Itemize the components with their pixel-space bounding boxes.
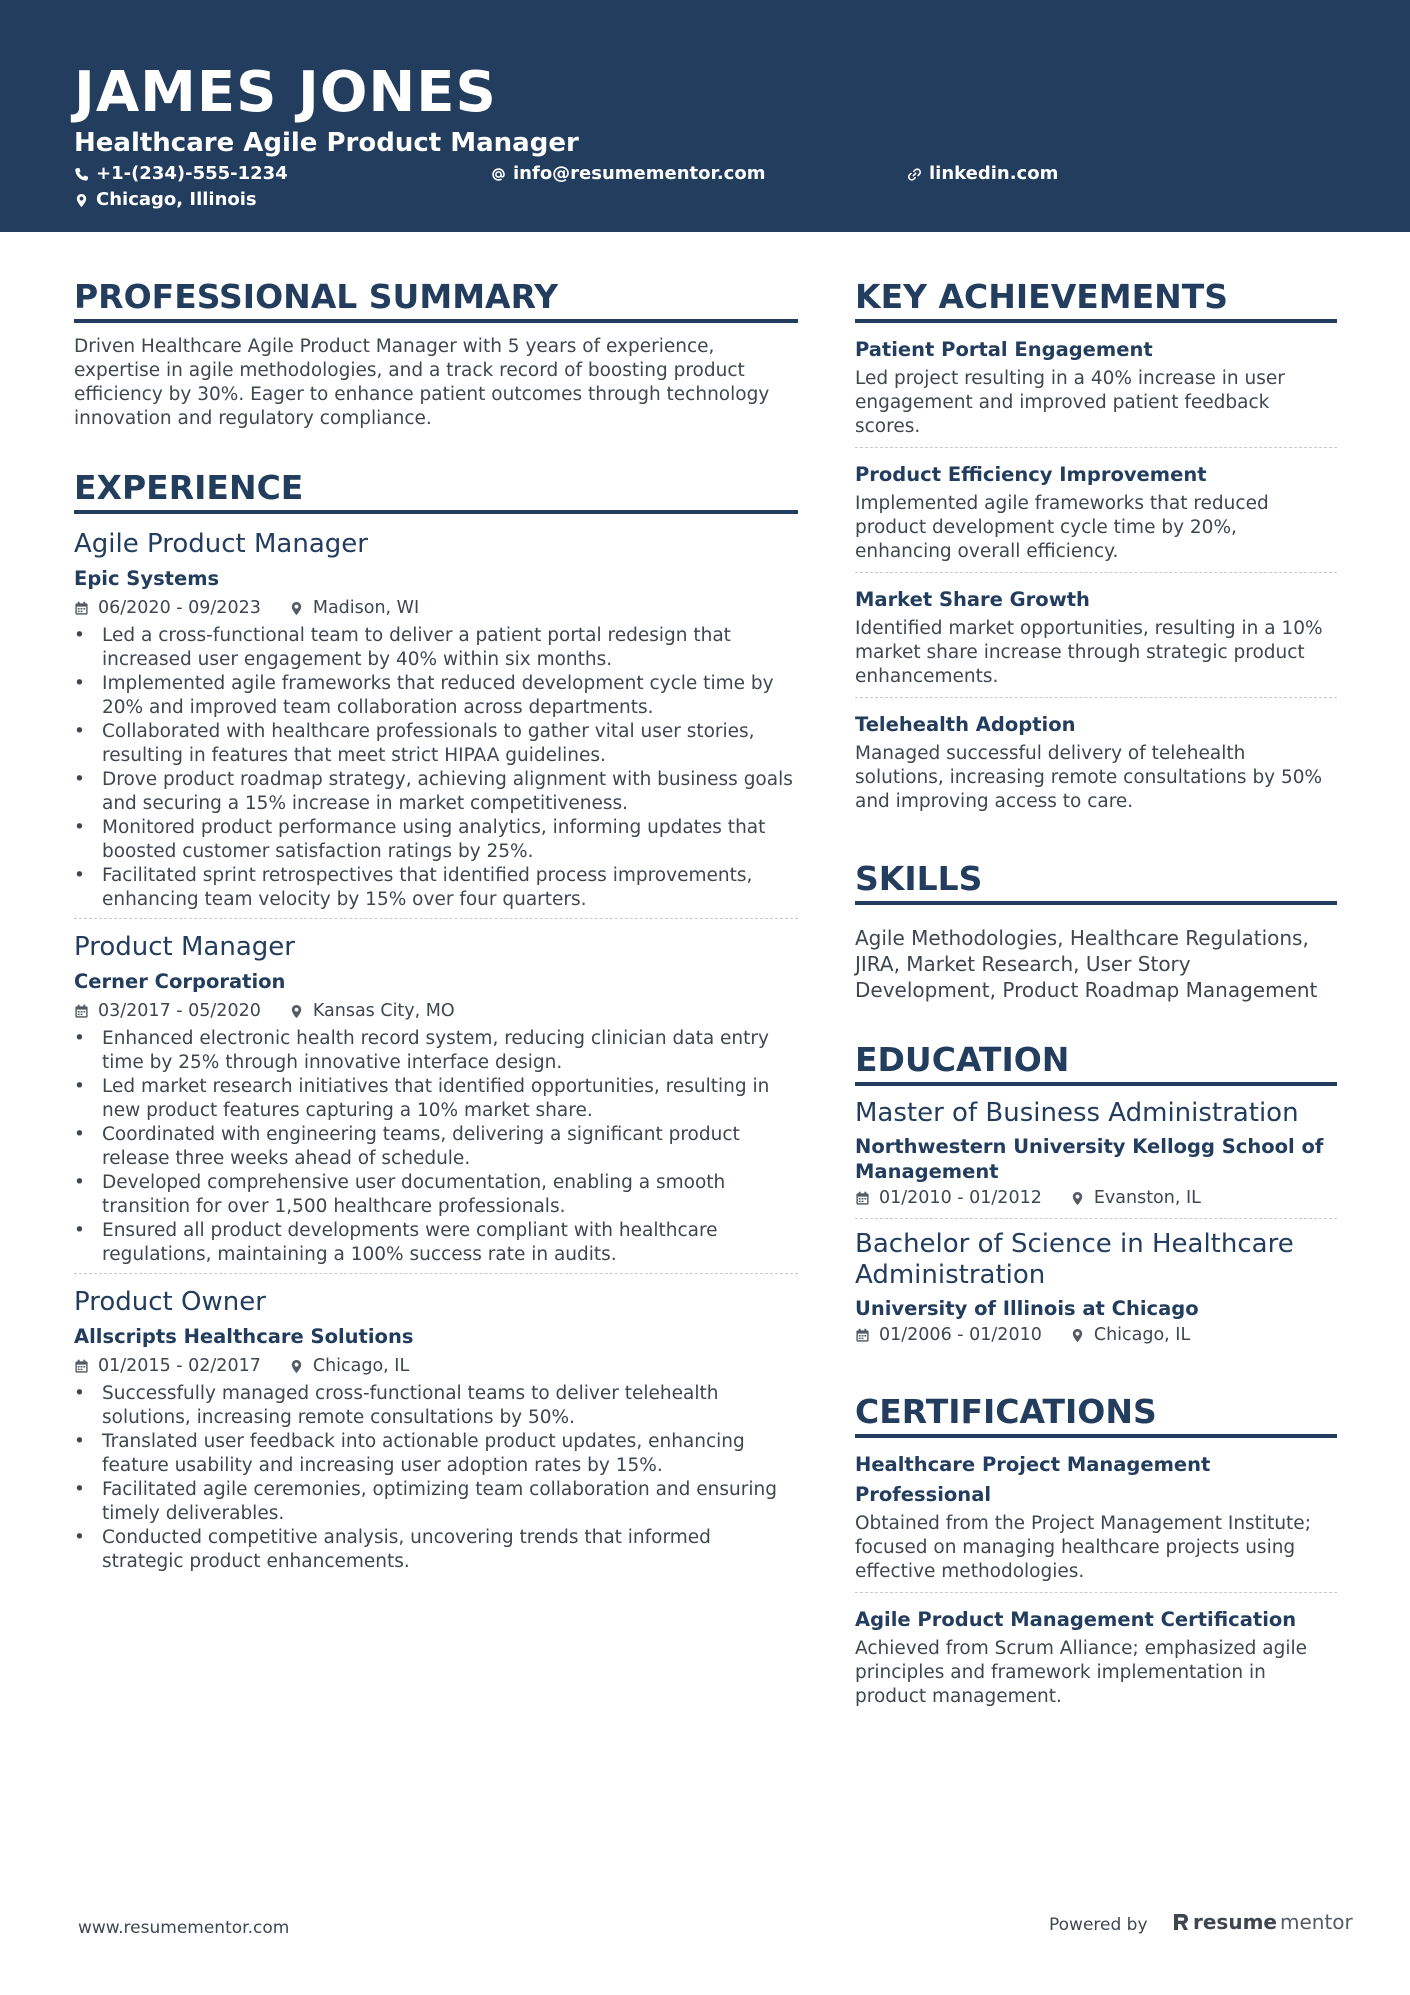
certifications-section [855,1391,1337,1717]
job-bullet: • Ensured all product developments were compliant with healthcare regulations, maintaining a 100% success rate in audits. [74,1219,798,1267]
education-location-text: Evanston, IL [1093,1188,1201,1208]
resume-header [0,0,1410,232]
map-pin-icon [1070,1191,1085,1206]
job-bullet: • Coordinated with engineering teams, delivering a significant product release three weeks ahead of schedule. [74,1123,798,1171]
education-meta [855,1321,1337,1349]
footer-powered-by: Powered by [1049,1915,1148,1935]
job-title: Product Manager [74,932,295,962]
skills-section [855,858,1337,1003]
education-heading: EDUCATION [855,1039,1337,1086]
left-column [74,276,798,1616]
job-bullet: • Led market research initiatives that identified opportunities, resulting in new product features capturing a 10% market share. [74,1075,798,1123]
right-column [855,276,1337,1753]
experience-heading: EXPERIENCE [74,467,798,514]
job-bullet: • Led a cross-functional team to deliver a patient portal redesign that increased user engagement by 40% within six months. [74,624,798,672]
job-entry [74,929,798,1274]
job-bullet: • Enhanced electronic health record system, reducing clinician data entry time by 25% through innovative interface design. [74,1027,798,1075]
job-dates: 03/2017 - 05/2020 [98,1001,261,1021]
resumementor-logo-icon [1172,1912,1190,1932]
link-icon [907,167,922,182]
map-pin-icon [289,1004,304,1019]
job-bullet: • Successfully managed cross-functional teams to deliver telehealth solutions, increasing remote consultations by 50%. [74,1382,798,1430]
education-degree: Master of Business Administration [855,1098,1299,1128]
footer-brand-bold: resume [1193,1910,1277,1934]
job-dates: 06/2020 - 09/2023 [98,598,261,618]
footer-website[interactable]: www.resumementor.com [78,1918,290,1938]
contact-linkedin [907,162,1058,186]
job-bullet: • Conducted competitive analysis, uncovering trends that informed strategic product enhancements. [74,1526,798,1574]
calendar-icon [855,1328,870,1343]
job-bullet: • Drove product roadmap strategy, achieving alignment with business goals and securing a 15% increase in market competitiveness. [74,768,798,816]
achievement-desc: Led project resulting in a 40% increase in user engagement and improved patient feedback scores. [855,368,1285,437]
at-icon [491,167,506,182]
achievement-title: Telehealth Adoption [855,713,1076,736]
achievement-item [855,710,1337,822]
certification-item [855,1450,1337,1593]
skills-heading: SKILLS [855,858,1337,905]
job-entry [74,1284,798,1580]
education-location [1070,1321,1190,1349]
job-location [289,1352,409,1380]
achievement-desc: Managed successful delivery of telehealth solutions, increasing remote consultations by 50% and improving access to care. [855,743,1323,812]
certification-desc: Achieved from Scrum Alliance; emphasized agile principles and framework implementation in product management. [855,1638,1308,1707]
job-bullets [74,1382,798,1574]
contact-email [491,162,765,186]
education-entry [855,1098,1337,1219]
achievement-title: Patient Portal Engagement [855,338,1153,361]
map-pin-icon [1070,1328,1085,1343]
job-meta [74,594,798,622]
achievement-title: Product Efficiency Improvement [855,463,1207,486]
job-entry [74,526,798,919]
job-company: Epic Systems [74,567,220,590]
achievement-desc: Identified market opportunities, resulting in a 10% market share increase through strategic product enhancements. [855,618,1323,687]
job-title: Agile Product Manager [74,529,368,559]
summary-section [74,276,798,431]
education-school: University of Illinois at Chicago [855,1297,1199,1320]
calendar-icon [74,1359,89,1374]
achievement-item [855,460,1337,573]
job-bullet: • Developed comprehensive user documentation, enabling a smooth transition for over 1,500 healthcare professionals. [74,1171,798,1219]
calendar-icon [74,1004,89,1019]
map-pin-icon [74,193,89,208]
job-location [289,594,419,622]
certifications-heading: CERTIFICATIONS [855,1391,1337,1438]
achievement-title: Market Share Growth [855,588,1090,611]
map-pin-icon [289,601,304,616]
summary-text: Driven Healthcare Agile Product Manager with 5 years of experience, expertise in agile methodologies, and a track record of boosting product efficiency by 30%. Eager to enhance patient outcomes through technology innovation and regulatory compliance. [74,336,770,429]
achievement-item [855,335,1337,448]
education-meta [855,1184,1337,1212]
job-bullet: • Implemented agile frameworks that reduced development cycle time by 20% and improved team collaboration across departments. [74,672,798,720]
job-bullets [74,624,798,912]
location-text: Chicago, Illinois [96,189,257,210]
education-entry [855,1229,1337,1355]
job-location-text: Kansas City, MO [312,1001,455,1021]
achievements-heading: KEY ACHIEVEMENTS [855,276,1337,323]
education-dates: 01/2006 - 01/2010 [879,1325,1042,1345]
phone-text: +1-(234)-555-1234 [96,163,288,184]
achievement-item [855,585,1337,698]
experience-section [74,467,798,1580]
map-pin-icon [289,1359,304,1374]
calendar-icon [855,1191,870,1206]
achievements-section [855,276,1337,822]
candidate-name: JAMES JONES [74,60,497,125]
job-location-text: Chicago, IL [312,1356,410,1376]
email-text[interactable]: info@resumementor.com [513,163,766,184]
education-school: Northwestern University Kellogg School of Management [855,1135,1324,1183]
certification-title: Healthcare Project Management Professional [855,1453,1211,1506]
job-meta [74,997,798,1025]
candidate-role: Healthcare Agile Product Manager [74,128,579,158]
achievement-desc: Implemented agile frameworks that reduced product development cycle time by 20%, enhancing overall efficiency. [855,493,1269,562]
job-dates: 01/2015 - 02/2017 [98,1356,261,1376]
footer-brand-logo[interactable] [1172,1910,1353,1934]
job-location [289,997,455,1025]
contact-phone [74,162,288,186]
calendar-icon [74,601,89,616]
job-bullets [74,1027,798,1267]
education-section [855,1039,1337,1355]
job-bullet: • Monitored product performance using analytics, informing updates that boosted customer satisfaction ratings by 25%. [74,816,798,864]
education-degree: Bachelor of Science in Healthcare Administration [855,1229,1294,1290]
footer-brand-light: mentor [1279,1910,1353,1934]
contact-location [74,188,257,212]
summary-heading: PROFESSIONAL SUMMARY [74,276,798,323]
linkedin-text[interactable]: linkedin.com [929,163,1059,184]
skills-list: Agile Methodologies, Healthcare Regulations, JIRA, Market Research, User Story Development, Product Roadmap Management [855,926,1318,1002]
education-dates: 01/2010 - 01/2012 [879,1188,1042,1208]
education-location [1070,1184,1201,1212]
job-company: Allscripts Healthcare Solutions [74,1325,414,1348]
job-bullet: • Translated user feedback into actionable product updates, enhancing feature usability and increasing user adoption rates by 15%. [74,1430,798,1478]
job-bullet: • Facilitated sprint retrospectives that identified process improvements, enhancing team velocity by 15% over four quarters. [74,864,798,912]
job-bullet: • Collaborated with healthcare professionals to gather vital user stories, resulting in features that meet strict HIPAA guidelines. [74,720,798,768]
job-company: Cerner Corporation [74,970,286,993]
education-location-text: Chicago, IL [1093,1325,1191,1345]
job-location-text: Madison, WI [312,598,420,618]
job-bullet: • Facilitated agile ceremonies, optimizing team collaboration and ensuring timely deliverables. [74,1478,798,1526]
phone-icon [74,167,89,182]
job-title: Product Owner [74,1287,266,1317]
certification-desc: Obtained from the Project Management Institute; focused on managing healthcare projects using effective methodologies. [855,1513,1311,1582]
job-meta [74,1352,798,1380]
certification-title: Agile Product Management Certification [855,1608,1297,1631]
certification-item [855,1605,1337,1717]
